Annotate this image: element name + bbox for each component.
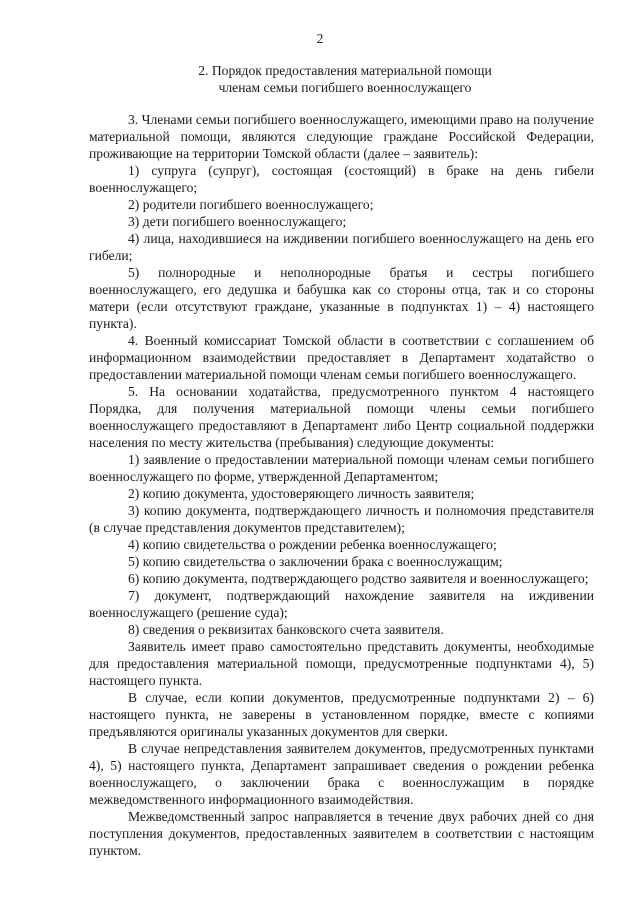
section-title-line-2: членам семьи погибшего военнослужащего [218,80,472,95]
paragraph-5-item-7: 7) документ, подтверждающий нахождение заявителя на иждивении военнослужащего (решение суда); [89,588,594,620]
page-number: 2 [316,31,324,46]
paragraph-5-item-3: 3) копию документа, подтверждающего личность и полномочия представителя (в случае представления документов представителем); [89,503,594,535]
paragraph-3-item-5: 5) полнородные и неполнородные братья и сестры погибшего военнослужащего, его дедушка и бабушка как со стороны отца, так и со стороны матери (если отсутствуют граждане, указанные в подпунктах 1) – 4) настоящего пункта). [89,265,594,331]
paragraph-3-item-1: 1) супруга (супруг), состоящая (состоящий) в браке на день гибели военнослужащего; [89,163,594,195]
paragraph-5-item-8: 8) сведения о реквизитах банковского счета заявителя. [128,622,444,637]
paragraph-3-item-3: 3) дети погибшего военнослужащего; [128,214,347,229]
paragraph-3-item-4: 4) лица, находившиеся на иждивении погибшего военнослужащего на день его гибели; [89,231,594,263]
paragraph-non-submission: В случае непредставления заявителем документов, предусмотренных пунктами 4), 5) настоящего пункта, Департамент запрашивает сведения о рождении ребенка военнослужащего, о заключении брака с военнослужащим в порядке межведомственного информационного взаимодействия. [89,741,594,807]
paragraph-copies-verification: В случае, если копии документов, предусмотренные подпунктами 2) – 6) настоящего пункта, не заверены в установленном порядке, вместе с копиями предъявляются оригиналы указанных документов для сверки. [89,690,594,739]
paragraph-5-item-4: 4) копию свидетельства о рождении ребенка военнослужащего; [128,537,497,552]
paragraph-5-item-5: 5) копию свидетельства о заключении брака с военнослужащим; [128,554,503,569]
paragraph-applicant-right: Заявитель имеет право самостоятельно представить документы, необходимые для предоставления материальной помощи, предусмотренные подпунктами 4), 5) настоящего пункта. [89,639,594,688]
paragraph-interagency-request: Межведомственный запрос направляется в течение двух рабочих дней со дня поступления документов, предоставленных заявителем в соответствии с настоящим пунктом. [89,809,594,858]
paragraph-5-item-6: 6) копию документа, подтверждающего родство заявителя и военнослужащего; [128,571,589,586]
paragraph-3-intro: 3. Членами семьи погибшего военнослужащего, имеющими право на получение материальной помощи, являются следующие граждане Российской Федерации, проживающие на территории Томской области (далее – заявитель): [89,112,594,161]
section-title-line-1: 2. Порядок предоставления материальной помощи [198,63,492,78]
section-title [150,62,540,96]
paragraph-3-item-2: 2) родители погибшего военнослужащего; [128,197,374,212]
paragraph-5-item-2: 2) копию документа, удостоверяющего личность заявителя; [128,486,475,501]
paragraph-5-item-1: 1) заявление о предоставлении материальной помощи членам семьи погибшего военнослужащего по форме, утвержденной Департаментом; [89,452,594,484]
document-body [89,111,594,859]
paragraph-4: 4. Военный комиссариат Томской области в соответствии с соглашением об информационном взаимодействии предоставляет в Департамент ходатайство о предоставлении материальной помощи членам семьи погибшего военнослужащего. [89,333,594,382]
paragraph-5-intro: 5. На основании ходатайства, предусмотренного пунктом 4 настоящего Порядка, для получения материальной помощи члены семьи погибшего военнослужащего предоставляют в Департамент либо Центр социальной поддержки населения по месту жительства (пребывания) следующие документы: [89,384,594,450]
